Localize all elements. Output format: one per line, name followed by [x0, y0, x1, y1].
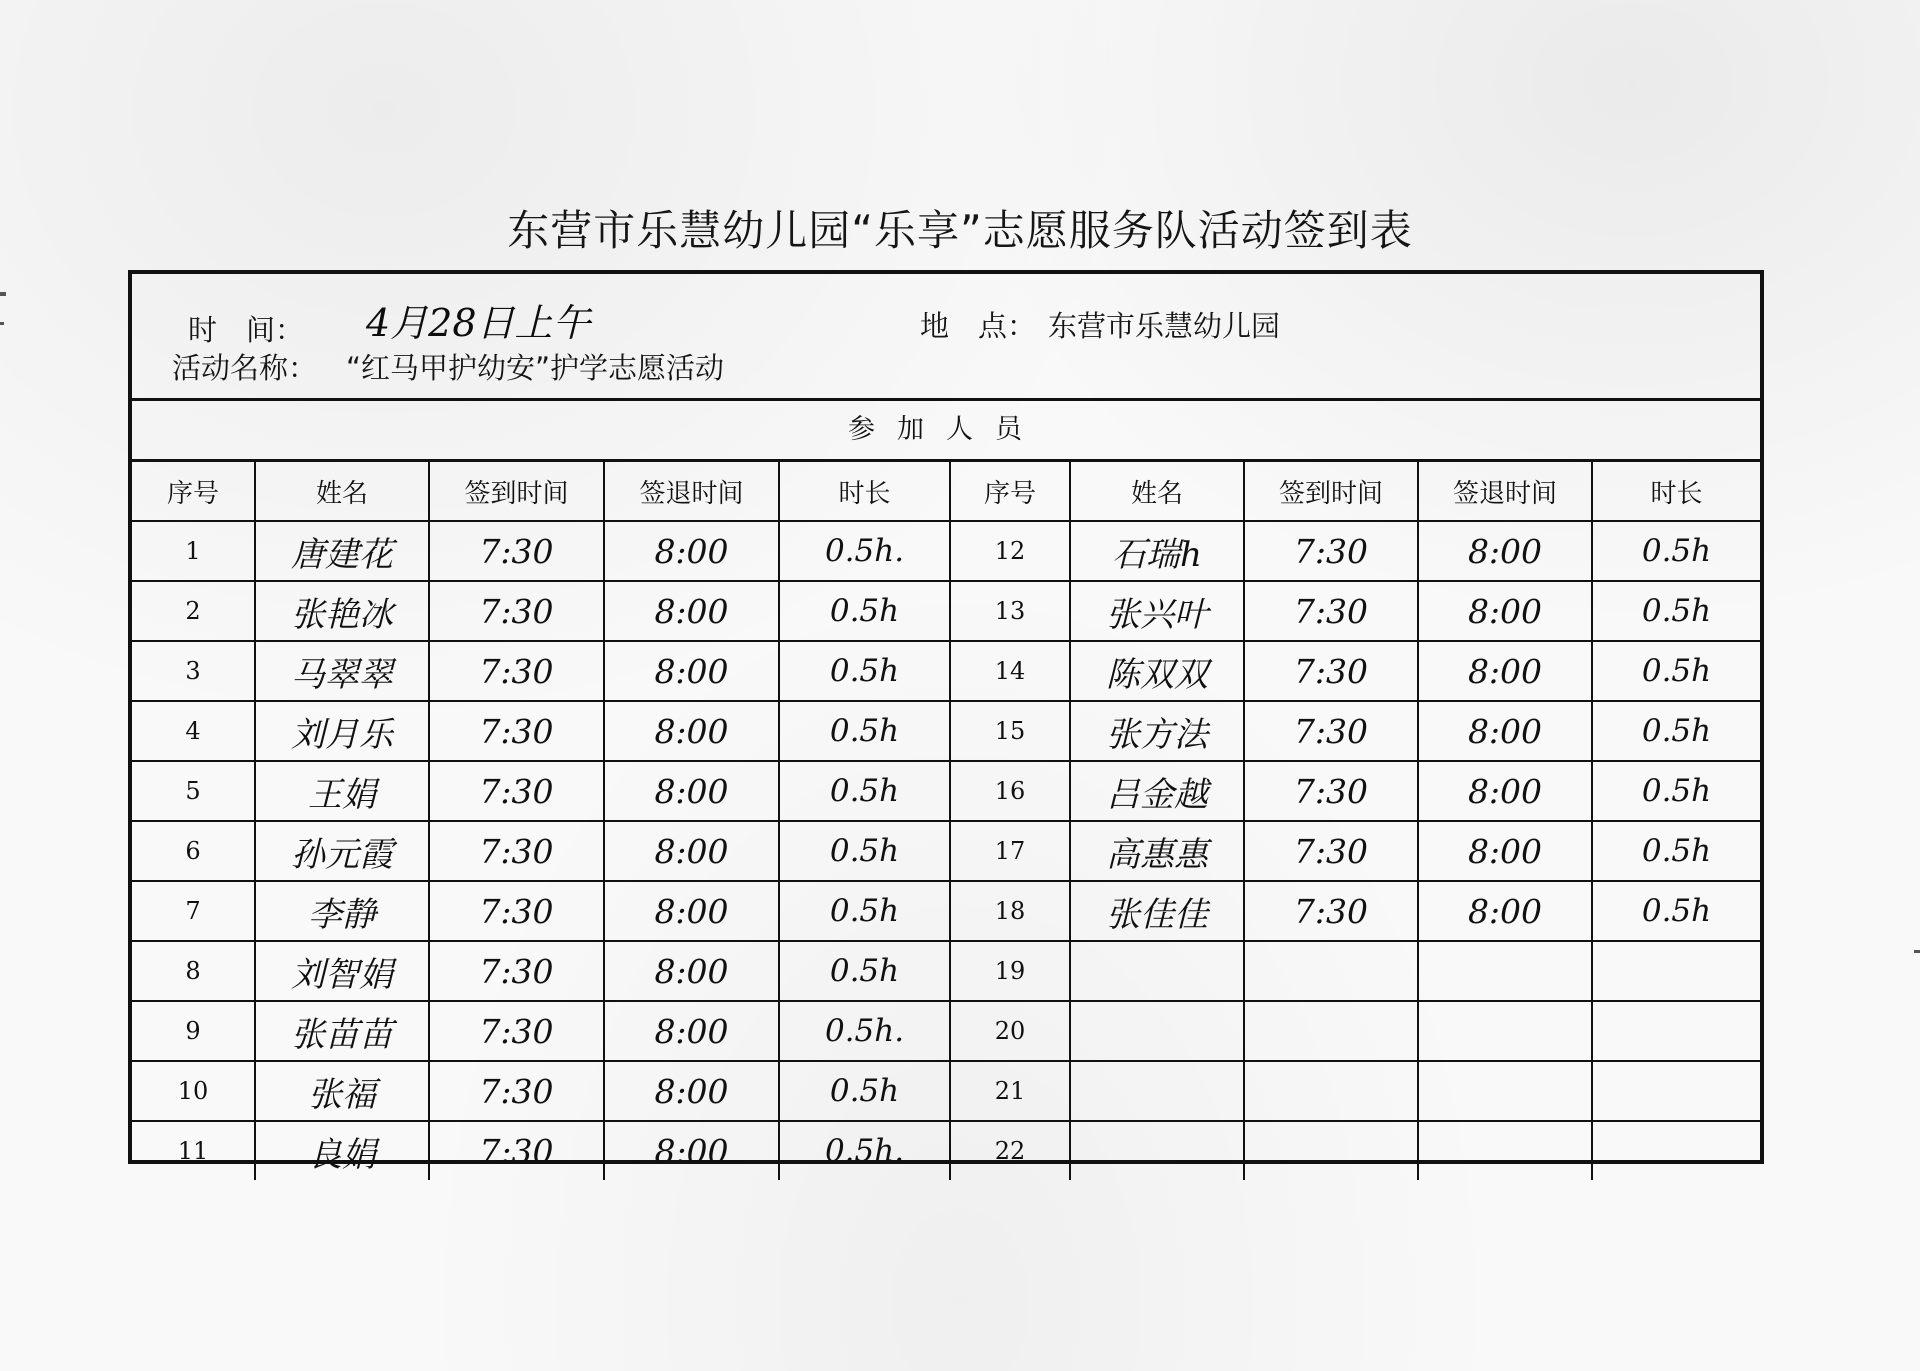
row-number: 1	[132, 521, 255, 581]
attendance-table	[132, 462, 1760, 1180]
table-row	[132, 1001, 1760, 1061]
participant-name: 孙元霞	[255, 821, 429, 881]
duration: 0.5h	[779, 701, 950, 761]
participant-name: 良娟	[255, 1121, 429, 1180]
duration	[1592, 1061, 1760, 1121]
activity-value: “红马甲护幼安”护学志愿活动	[346, 351, 725, 385]
duration: 0.5h.	[779, 1001, 950, 1061]
row-number: 9	[132, 1001, 255, 1061]
duration: 0.5h	[1592, 641, 1760, 701]
table-row	[132, 941, 1760, 1001]
table-row	[132, 1121, 1760, 1180]
sign-out-time: 8:00	[604, 881, 779, 941]
sheet-header	[132, 274, 1760, 401]
activity-label: 活动名称：	[172, 351, 318, 385]
sign-in-time: 7:30	[429, 941, 604, 1001]
sign-out-time: 8:00	[1418, 701, 1592, 761]
row-number: 17	[950, 821, 1070, 881]
table-header-row	[132, 462, 1760, 521]
sign-in-time: 7:30	[429, 1061, 604, 1121]
row-number: 16	[950, 761, 1070, 821]
duration	[1592, 941, 1760, 1001]
participant-name: 高惠惠	[1070, 821, 1244, 881]
sign-out-time: 8:00	[604, 1001, 779, 1061]
participant-name: 王娟	[255, 761, 429, 821]
duration: 0.5h	[779, 821, 950, 881]
duration: 0.5h	[1592, 761, 1760, 821]
row-number: 4	[132, 701, 255, 761]
col-header-sign-out: 签退时间	[1418, 462, 1592, 521]
sign-out-time: 8:00	[604, 1121, 779, 1180]
col-header-no: 序号	[950, 462, 1070, 521]
duration: 0.5h	[779, 941, 950, 1001]
time-value-handwritten: 4月28日上午	[366, 301, 591, 345]
row-number: 21	[950, 1061, 1070, 1121]
row-number: 7	[132, 881, 255, 941]
row-number: 6	[132, 821, 255, 881]
sign-out-time: 8:00	[1418, 581, 1592, 641]
location-label: 地 点：	[920, 309, 1037, 343]
sign-out-time	[1418, 1061, 1592, 1121]
sign-in-time: 7:30	[1244, 821, 1418, 881]
row-number: 13	[950, 581, 1070, 641]
participant-name: 张苗苗	[255, 1001, 429, 1061]
participant-name: 张兴叶	[1070, 581, 1244, 641]
table-row	[132, 1061, 1760, 1121]
participant-name: 张佳佳	[1070, 881, 1244, 941]
participant-name: 张艳冰	[255, 581, 429, 641]
duration: 0.5h	[1592, 821, 1760, 881]
location-value: 东营市乐慧幼儿园	[1048, 309, 1281, 343]
sign-in-time: 7:30	[429, 641, 604, 701]
sign-out-time: 8:00	[604, 701, 779, 761]
sign-in-time: 7:30	[1244, 641, 1418, 701]
table-row	[132, 521, 1760, 581]
duration: 0.5h	[779, 581, 950, 641]
sign-out-time: 8:00	[604, 1061, 779, 1121]
row-number: 10	[132, 1061, 255, 1121]
table-row	[132, 701, 1760, 761]
document-title: 东营市乐慧幼儿园“乐享”志愿服务队活动签到表	[507, 206, 1413, 255]
participant-name: 石瑞h	[1070, 521, 1244, 581]
sign-out-time	[1418, 1001, 1592, 1061]
col-header-sign-in: 签到时间	[429, 462, 604, 521]
sign-out-time	[1418, 941, 1592, 1001]
participants-section-title: 参加人员	[132, 401, 1760, 462]
sign-in-time	[1244, 1061, 1418, 1121]
col-header-no: 序号	[132, 462, 255, 521]
sign-in-time	[1244, 941, 1418, 1001]
sign-out-time: 8:00	[1418, 881, 1592, 941]
sign-in-time: 7:30	[1244, 701, 1418, 761]
row-number: 5	[132, 761, 255, 821]
participant-name: 唐建花	[255, 521, 429, 581]
participant-name	[1070, 1001, 1244, 1061]
participant-name: 陈双双	[1070, 641, 1244, 701]
participant-name	[1070, 941, 1244, 1001]
duration: 0.5h	[779, 641, 950, 701]
sign-in-time: 7:30	[429, 881, 604, 941]
duration	[1592, 1001, 1760, 1061]
sign-in-time: 7:30	[429, 1121, 604, 1180]
sign-out-time	[1418, 1121, 1592, 1180]
sign-out-time: 8:00	[1418, 641, 1592, 701]
table-row	[132, 641, 1760, 701]
participant-name: 刘智娟	[255, 941, 429, 1001]
col-header-sign-in: 签到时间	[1244, 462, 1418, 521]
row-number: 11	[132, 1121, 255, 1180]
attendance-rows	[132, 521, 1760, 1180]
table-row	[132, 821, 1760, 881]
participant-name: 张福	[255, 1061, 429, 1121]
participant-name: 马翠翠	[255, 641, 429, 701]
sign-out-time: 8:00	[604, 521, 779, 581]
participant-name: 刘月乐	[255, 701, 429, 761]
row-number: 14	[950, 641, 1070, 701]
sign-in-time	[1244, 1001, 1418, 1061]
col-header-duration: 时长	[1592, 462, 1760, 521]
participant-name: 李静	[255, 881, 429, 941]
sign-in-time: 7:30	[1244, 761, 1418, 821]
scan-edge-mark	[0, 292, 6, 296]
row-number: 12	[950, 521, 1070, 581]
sign-out-time: 8:00	[1418, 761, 1592, 821]
col-header-name: 姓名	[1070, 462, 1244, 521]
table-row	[132, 761, 1760, 821]
sign-out-time: 8:00	[1418, 521, 1592, 581]
sign-out-time: 8:00	[604, 641, 779, 701]
participant-name	[1070, 1121, 1244, 1180]
time-label: 时 间：	[188, 313, 305, 347]
participant-name: 吕金越	[1070, 761, 1244, 821]
col-header-sign-out: 签退时间	[604, 462, 779, 521]
table-row	[132, 581, 1760, 641]
col-header-duration: 时长	[779, 462, 950, 521]
row-number: 19	[950, 941, 1070, 1001]
sign-in-time: 7:30	[1244, 581, 1418, 641]
sign-in-time	[1244, 1121, 1418, 1180]
sign-in-time: 7:30	[429, 761, 604, 821]
duration: 0.5h.	[779, 1121, 950, 1180]
participant-name: 张方法	[1070, 701, 1244, 761]
duration: 0.5h.	[779, 521, 950, 581]
row-number: 8	[132, 941, 255, 1001]
row-number: 22	[950, 1121, 1070, 1180]
duration: 0.5h	[1592, 581, 1760, 641]
duration	[1592, 1121, 1760, 1180]
duration: 0.5h	[779, 1061, 950, 1121]
sign-out-time: 8:00	[604, 941, 779, 1001]
sign-in-time: 7:30	[429, 1001, 604, 1061]
sign-out-time: 8:00	[604, 821, 779, 881]
row-number: 20	[950, 1001, 1070, 1061]
col-header-name: 姓名	[255, 462, 429, 521]
sign-in-sheet	[128, 270, 1764, 1175]
duration: 0.5h	[779, 761, 950, 821]
sign-in-time: 7:30	[1244, 521, 1418, 581]
table-row	[132, 881, 1760, 941]
row-number: 15	[950, 701, 1070, 761]
duration: 0.5h	[779, 881, 950, 941]
duration: 0.5h	[1592, 521, 1760, 581]
sign-in-time: 7:30	[429, 701, 604, 761]
row-number: 2	[132, 581, 255, 641]
sign-in-time: 7:30	[429, 521, 604, 581]
scan-edge-mark	[0, 322, 4, 325]
sign-in-time: 7:30	[429, 821, 604, 881]
sign-out-time: 8:00	[604, 581, 779, 641]
sign-in-time: 7:30	[1244, 881, 1418, 941]
row-number: 3	[132, 641, 255, 701]
row-number: 18	[950, 881, 1070, 941]
participant-name	[1070, 1061, 1244, 1121]
sign-in-time: 7:30	[429, 581, 604, 641]
duration: 0.5h	[1592, 881, 1760, 941]
sign-out-time: 8:00	[604, 761, 779, 821]
sign-out-time: 8:00	[1418, 821, 1592, 881]
scan-edge-mark	[1914, 950, 1920, 953]
duration: 0.5h	[1592, 701, 1760, 761]
